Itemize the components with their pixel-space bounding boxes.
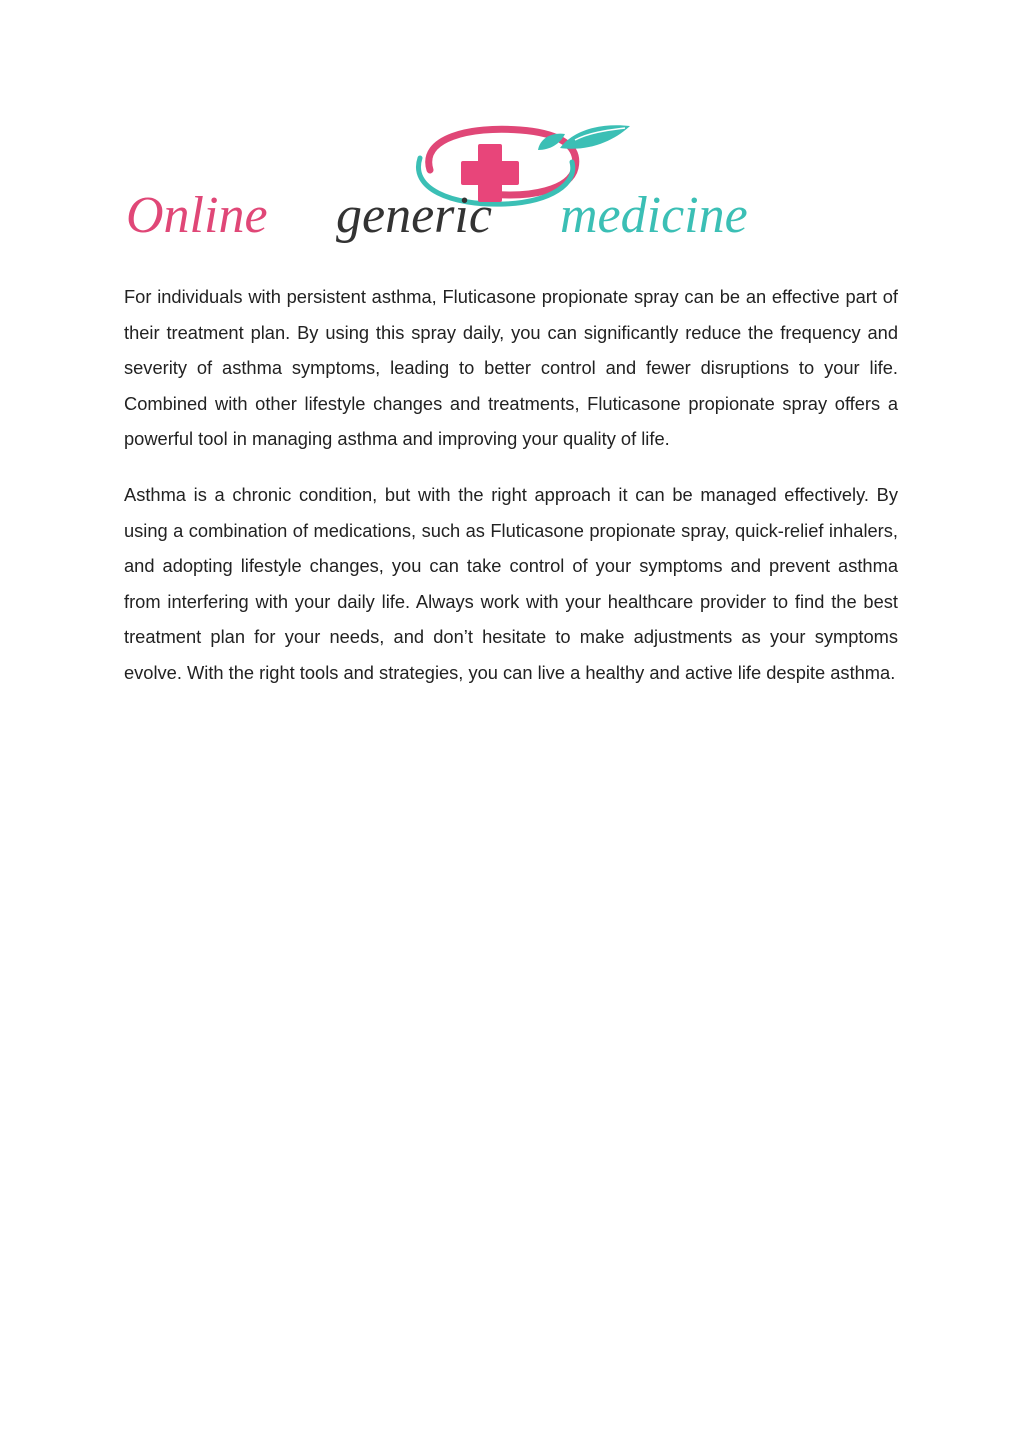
wordmark-generic: generic — [336, 187, 492, 244]
logo-graphic — [120, 118, 900, 248]
wordmark — [126, 187, 748, 244]
paragraph-1: For individuals with persistent asthma, Fluticasone propionate spray can be an effective part of their treatment plan. By using this spray daily, you can significantly reduce the frequency and severity of asthma symptoms, leading to better control and fewer disruptions to your life. Combined with other lifestyle changes and treatments, Fluticasone propionate spray offers a powerful tool in managing asthma and improving your quality of life. — [124, 286, 898, 450]
wordmark-medicine: medicine — [560, 187, 748, 244]
leaf-icon — [538, 125, 630, 150]
wordmark-online: Online — [126, 187, 268, 244]
paragraph-2: Asthma is a chronic condition, but with the right approach it can be managed effectively. By using a combination of medications, such as Fluticasone propionate spray, quick-relief inhalers, and adopting lifestyle changes, you can take control of your symptoms and prevent asthma from interfering with your daily life. Always work with your healthcare provider to find the best treatment plan for your needs, and don’t hesitate to make adjustments as your symptoms evolve. With the right tools and strategies, you can live a healthy and active life despite asthma. — [124, 483, 898, 683]
brand-logo — [120, 118, 900, 248]
document-body — [124, 279, 898, 711]
